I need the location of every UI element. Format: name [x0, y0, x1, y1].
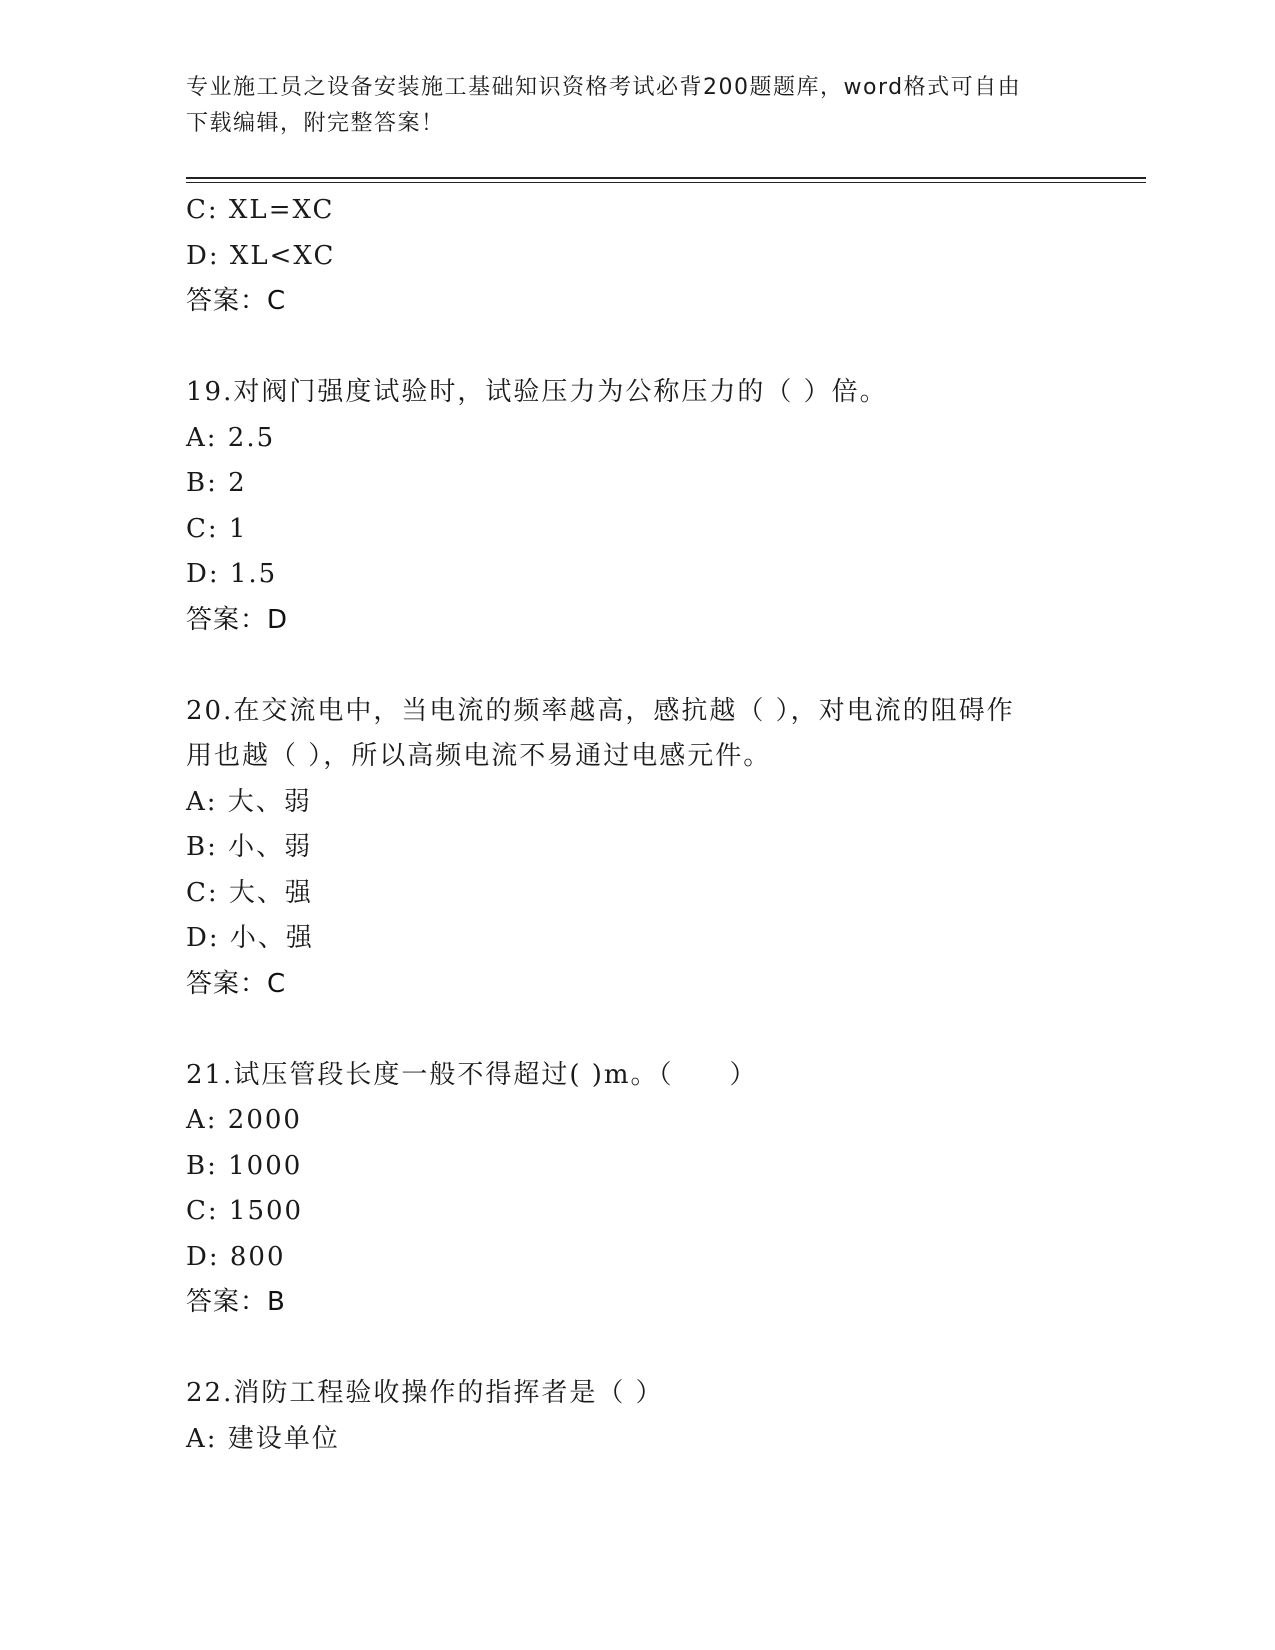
question-20 [186, 689, 1086, 1008]
spacer [186, 643, 1086, 689]
question-22 [186, 1371, 1086, 1462]
question-19 [186, 370, 1086, 643]
question-21 [186, 1053, 1086, 1326]
spacer [186, 1326, 1086, 1372]
answer-line: 答案：B [186, 1287, 286, 1317]
option-a: A: 2000 [186, 1105, 302, 1135]
option-a: A: 建设单位 [186, 1423, 340, 1454]
answer-line: 答案：C [186, 968, 287, 999]
option-d: D: 小、强 [186, 923, 314, 953]
question-list [186, 188, 1086, 1462]
option-c: C: 1 [186, 513, 248, 544]
question-text: 21.试压管段长度一般不得超过( )m。（ ） [186, 1059, 758, 1090]
spacer [186, 325, 1086, 371]
question-18-continued [186, 188, 1086, 325]
question-text: 19.对阀门强度试验时，试验压力为公称压力的（ ）倍。 [186, 377, 888, 407]
option-a: A: 大、弱 [186, 786, 312, 817]
question-text-line-1: 20.在交流电中，当电流的频率越高，感抗越（ ），对电流的阻碍作 [186, 695, 1015, 726]
option-a: A: 2.5 [186, 422, 276, 453]
option-b: B: 1000 [186, 1150, 303, 1181]
option-b: B: 2 [186, 468, 247, 498]
header-title-line-2: 下载编辑，附完整答案！ [186, 111, 445, 136]
document-header [186, 70, 1066, 142]
header-rule-thick [186, 177, 1146, 179]
answer-line: 答案：C [186, 286, 287, 316]
option-d: D: XL<XC [186, 240, 336, 271]
option-d: D: 1.5 [186, 559, 278, 589]
answer-line: 答案：D [186, 604, 289, 635]
option-d: D: 800 [186, 1241, 286, 1272]
option-b: B: 小、弱 [186, 832, 313, 862]
header-title-line-1: 专业施工员之设备安装施工基础知识资格考试必背200题题库，word格式可自由 [186, 75, 1022, 100]
option-c: C: 大、强 [186, 877, 313, 908]
question-text-line-2: 用也越（ ），所以高频电流不易通过电感元件。 [186, 741, 772, 771]
header-rule-thin [186, 182, 1146, 183]
option-c: C: XL=XC [186, 195, 335, 225]
option-c: C: 1500 [186, 1196, 304, 1226]
spacer [186, 1007, 1086, 1053]
question-text: 22.消防工程验收操作的指挥者是（ ） [186, 1378, 664, 1408]
